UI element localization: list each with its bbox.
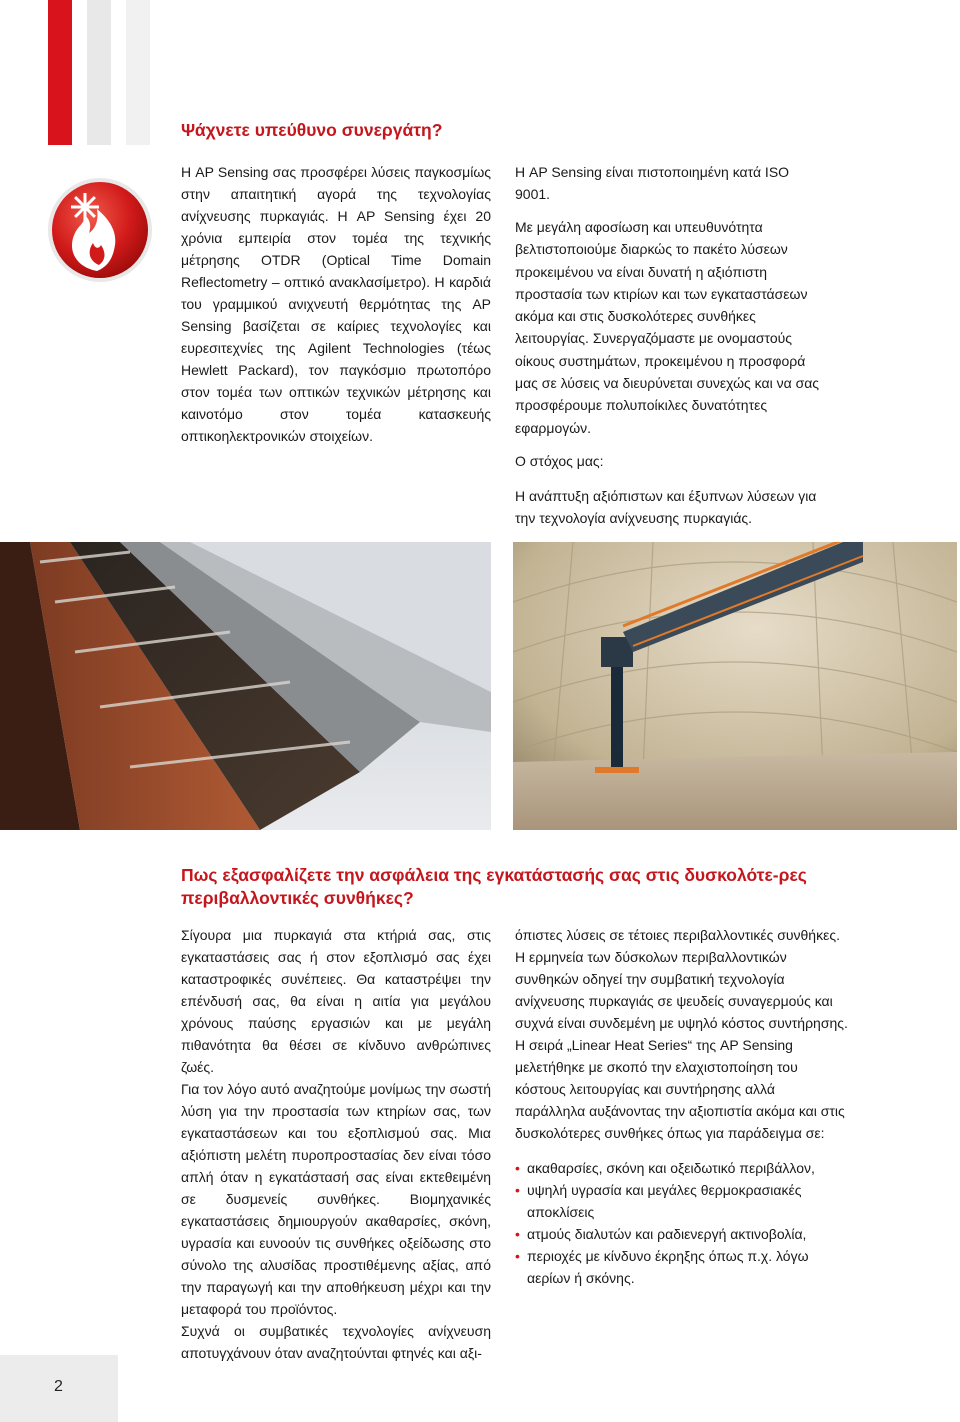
paragraph-fire-consequences: Σίγουρα μια πυρκαγιά στα κτήριά σας, στις εγκαταστάσεις σας ή στον εξοπλισμό σας έχει καταστροφικές συνέπειες. Θα καταστρέψει την επένδυσή σας, θα είναι η αιτία για μεγάλου χρόνους παύσης εργασιών και με μεγάλη πιθανότητα θα θέσει σε κίνδυνο ανθρώπινες ζωές. xyxy=(181,927,491,1075)
conveyor-belt-photo xyxy=(0,542,491,830)
paragraph-conventional-tech: Συχνά οι συμβατικές τεχνολογίες ανίχνευση αποτυγχάνουν όταν αναζητούνται φτηνές και αξι- xyxy=(181,1323,491,1361)
goal-statement: Η ανάπτυξη αξιόπιστων και έξυπνων λύσεων για την τεχνολογία ανίχνευσης πυρκαγιάς. xyxy=(515,487,817,526)
list-item: • υψηλή υγρασία και μεγάλες θερμοκρασιακές αποκλίσεις xyxy=(515,1179,849,1223)
accent-bar-grey-2 xyxy=(126,0,150,145)
intro-column-right xyxy=(515,161,825,540)
page-number-box xyxy=(0,1355,118,1422)
heading-harsh-conditions: Πως εξασφαλίζετε την ασφάλεια της εγκατάστασής σας στις δυσκολότε-ρες περιβαλλοντικές συνθήκες? xyxy=(181,865,807,908)
commitment-paragraph: Με μεγάλη αφοσίωση και υπευθυνότητα βελτιστοποιούμε διαρκώς το πακέτο λύσεων προκειμένου να είναι δυνατή η αξιόπιστη προστασία των κτιρίων και των εγκαταστάσεων ακόμα και στις δυσκολότερες συνθήκες λειτουργίας. Συνεργαζόμαστε με ονομαστούς οίκους συστημάτων, προκειμένου η προσφορά μας σε λύσεις να διευρύνεται συνεχώς και να σας προσφέρουμε πολυποίκιλες δυνατότητες εφαρμογών. xyxy=(515,219,820,436)
dome-storage-photo xyxy=(513,542,957,830)
intro-paragraph: Η AP Sensing σας προσφέρει λύσεις παγκοσμίως στην απαιτητική αγορά της τεχνολογίας ανίχνευσης πυρκαγιάς. Η AP Sensing έχει 20 χρόνια εμπειρία στον τομέα της τεχνικής μέτρησης OTDR (Optical Time Domain Reflectometry – οπτικό ανακλασίμετρο). Η καρδιά του γραμμικού ανιχνευτή θερμότητας της AP Sensing βασίζεται σε καίριες τεχνολογίες και ευρεσιτεχνίες της Agilent Technologies (τέως Hewlett Packard), τον παγκόσμιο πρωτοπόρο στον τομέα των οπτικών τεχνικών μέτρησης και καινοτόμο στον τομέα κατασκευής οπτικοηλεκτρονικών στοιχείων. xyxy=(181,164,491,444)
accent-bar-red xyxy=(48,0,72,145)
iso-paragraph: Η AP Sensing είναι πιστοποιημένη κατά ISO 9001. xyxy=(515,164,790,202)
list-item: • ατμούς διαλυτών και ραδιενεργή ακτινοβολία, xyxy=(515,1223,849,1245)
body-column-left xyxy=(181,924,491,1364)
list-item: • περιοχές με κίνδυνο έκρηξης όπως π.χ. λόγω αερίων ή σκόνης. xyxy=(515,1245,849,1289)
list-item: • ακαθαρσίες, σκόνη και οξειδωτικό περιβάλλον, xyxy=(515,1157,849,1179)
paragraph-false-alarms: όπιστες λύσεις σε τέτοιες περιβαλλοντικές συνθήκες. Η ερμηνεία των δύσκολων περιβαλλοντικών συνθηκών οδηγεί την συμβατική τεχνολογία ανίχνευσης πυρκαγιάς σε ψευδείς συναγερμούς και συχνά είναι συνδεμένη με υψηλό κόστος συντήρησης. xyxy=(515,927,848,1031)
heading-responsible-partner: Ψάχνετε υπεύθυνο συνεργάτη? xyxy=(181,120,443,140)
body-column-right xyxy=(515,924,849,1289)
page-number: 2 xyxy=(54,1378,63,1395)
paragraph-linear-heat-series: Η σειρά „Linear Heat Series“ της AP Sensing μελετήθηκε με σκοπό την ελαχιστοποίηση του κόστους λειτουργίας και συντήρησης αλλά παράλληλα αυξάνοντας την αξιοπιστία ακόμα και στις δυσκολότερες συνθήκες όπως για παράδειγμα σε: xyxy=(515,1037,845,1141)
intro-column-left xyxy=(181,161,491,447)
paragraph-right-solution: Για τον λόγο αυτό αναζητούμε μονίμως την σωστή λύση για την προστασία των κτηρίων σας, των εγκαταστάσεων και του εξοπλισμού σας. Μια αξιόπιστη μελέτη πυροπροστασίας δεν είναι τόσο απλή όταν η εγκατάστασή σας είναι εκτεθειμένη σε δυσμενείς συνθήκες. Βιομηχανικές εγκαταστάσεις δημιουργούν ακαθαρσίες, σκόνη, υγρασία και ευνοούν τις συνθήκες οξείδωσης στο σύνολο της αλυσίδας προστιθέμενης αξίας, από την παραγωγή και την αποθήκευση μέχρι και την μεταφορά του προϊόντος. xyxy=(181,1081,491,1317)
goal-label: Ο στόχος μας: xyxy=(515,452,604,469)
accent-bar-grey-1 xyxy=(87,0,111,145)
conditions-list xyxy=(515,1157,849,1289)
fire-detection-logo-icon xyxy=(45,175,155,285)
